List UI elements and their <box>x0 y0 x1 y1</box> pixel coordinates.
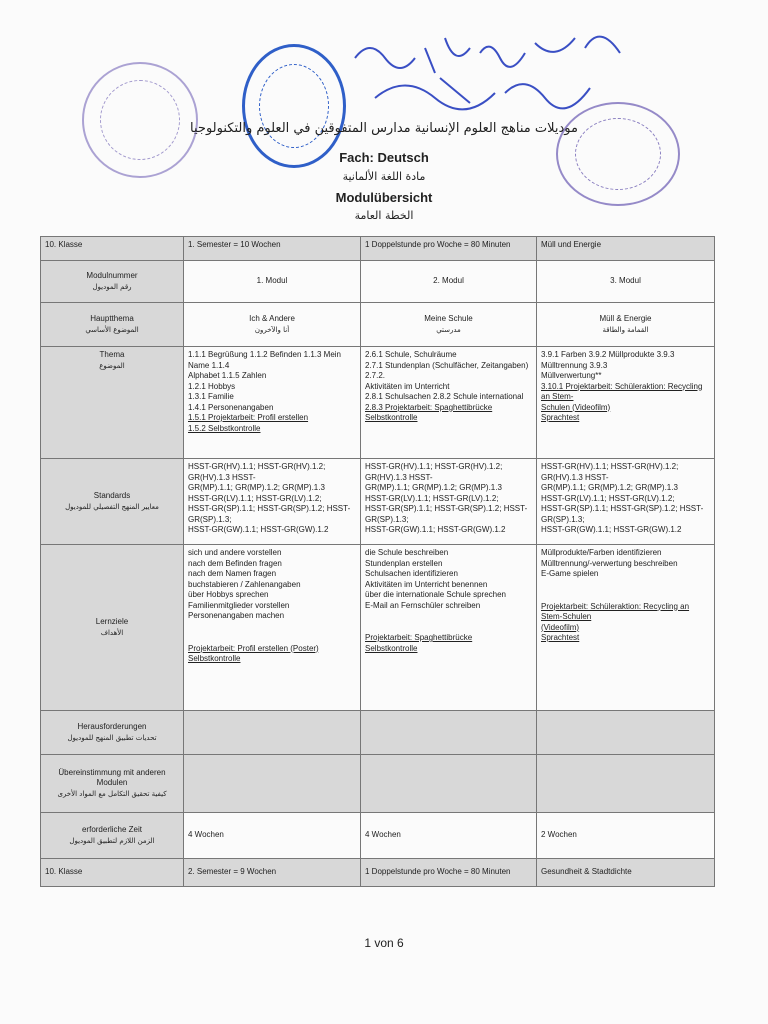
cell-line: Schulsachen identifizieren <box>365 569 458 578</box>
empty-cell <box>537 711 715 755</box>
empty-cell <box>537 755 715 813</box>
cell-line-underlined: Projektarbeit: Spaghettibrücke <box>365 633 473 642</box>
cell-line: Mülltrennung/-verwertung beschreiben <box>541 558 678 568</box>
cell-line: GR(MP).1.1; GR(MP).1.2; GR(MP).1.3 <box>188 483 325 492</box>
lesson-duration-cell: 1 Doppelstunde pro Woche = 80 Minuten <box>361 237 537 261</box>
empty-cell <box>184 755 361 813</box>
cell-line: E-Game spielen <box>541 569 599 578</box>
cell-line-underlined: Selbstkontrolle <box>365 643 418 653</box>
cell-line: HSST-GR(LV).1.1; HSST-GR(LV).1.2; <box>541 493 675 503</box>
semester-cell: 1. Semester = 10 Wochen <box>184 237 361 261</box>
overview-title-arabic: الخطة العامة <box>354 209 414 222</box>
standards-col3 <box>537 459 715 545</box>
cell-line: 2.6.1 Schule, Schulräume <box>365 350 457 359</box>
cell-line: sich und andere vorstellen <box>188 548 282 557</box>
cell-line: GR(MP).1.1; GR(MP).1.2; GR(MP).1.3 <box>541 483 678 492</box>
semester-row <box>41 237 715 261</box>
cell-line: über Hobbys sprechen <box>188 590 269 599</box>
cell-line-underlined: 1.5.2 Selbstkontrolle <box>188 423 261 433</box>
class-cell: 10. Klasse <box>41 237 184 261</box>
cell-line: Aktivitäten im Unterricht benennen <box>365 579 488 589</box>
cell-line: die Schule beschreiben <box>365 548 449 557</box>
subject-title: Fach: Deutsch <box>339 150 429 165</box>
row-label: Herausforderungen تحديات تطبيق المنهج للموديول <box>41 711 184 755</box>
row-label: erforderliche Zeit الزمن اللازم لتطبيق الموديول <box>41 813 184 859</box>
cell-line: 2.7.1 Stundenplan (Schulfächer, Zeitangaben) 2.7.2. <box>365 360 529 380</box>
cell-line: HSST-GR(LV).1.1; HSST-GR(LV).1.2; <box>188 493 322 503</box>
cell-line: HSST-GR(GW).1.1; HSST-GR(GW).1.2 <box>541 525 682 534</box>
arabic-header-title: موديلات مناهج العلوم الإنسانية مدارس المتفوقين في العلوم والتكنولوجيا <box>190 121 578 136</box>
cell-line: über die internationale Schule sprechen <box>365 590 506 599</box>
empty-cell <box>361 755 537 813</box>
main-topic: Meine Schule مدرستي <box>361 303 537 347</box>
cell-line: HSST-GR(LV).1.1; HSST-GR(LV).1.2; <box>365 493 499 503</box>
cell-line: nach dem Befinden fragen <box>188 558 282 568</box>
standards-row <box>41 459 715 545</box>
cell-line-underlined: Projektarbeit: Schüleraktion: Recycling an Stem-Schulen <box>541 601 690 621</box>
modulnummer-row <box>41 261 715 303</box>
cell-line: HSST-GR(SP).1.1; HSST-GR(SP).1.2; HSST-GR(SP).1.3; <box>365 504 528 524</box>
empty-cell <box>361 711 537 755</box>
cell-line-underlined: 2.8.3 Projektarbeit: Spaghettibrücke <box>365 402 493 412</box>
cell-line: 1.2.1 Hobbys <box>188 381 236 391</box>
herausforderungen-row <box>41 711 715 755</box>
semester2-row <box>41 859 715 887</box>
lesson-duration-cell: 1 Doppelstunde pro Woche = 80 Minuten <box>361 859 537 887</box>
cell-line-underlined: Selbstkontrolle <box>188 654 241 663</box>
cell-line: Alphabet 1.1.5 Zahlen <box>188 371 267 380</box>
cell-line: HSST-GR(HV).1.1; HSST-GR(HV).1.2; GR(HV).1.3 HSST- <box>365 462 503 482</box>
thema-col1 <box>184 347 361 459</box>
topic-cell: Müll und Energie <box>537 237 715 261</box>
thema-col3 <box>537 347 715 459</box>
module-number: 2. Modul <box>361 261 537 303</box>
cell-line: GR(MP).1.1; GR(MP).1.2; GR(MP).1.3 <box>365 483 502 492</box>
cell-line: nach dem Namen fragen <box>188 569 277 578</box>
uebereinstimmung-row <box>41 755 715 813</box>
cell-line: HSST-GR(SP).1.1; HSST-GR(SP).1.2; HSST-GR(SP).1.3; <box>188 504 351 524</box>
duration-cell: 2 Wochen <box>537 813 715 859</box>
cell-line: 1.3.1 Familie <box>188 392 234 401</box>
cell-line-underlined: (Videofilm) <box>541 622 580 632</box>
cell-line: 3.9.1 Farben 3.9.2 Müllprodukte 3.9.3 Mülltrennung 3.9.3 <box>541 350 675 370</box>
cell-line: 1.4.1 Personenangaben <box>188 402 274 412</box>
cell-line: E-Mail an Fernschüler schreiben <box>365 600 481 610</box>
cell-line: HSST-GR(HV).1.1; HSST-GR(HV).1.2; GR(HV).1.3 HSST- <box>541 462 679 482</box>
lernziele-col2 <box>361 545 537 711</box>
module-number: 1. Modul <box>184 261 361 303</box>
cell-line: Familienmitglieder vorstellen <box>188 600 290 610</box>
cell-line-underlined: Selbstkontrolle <box>365 413 418 422</box>
thema-row <box>41 347 715 459</box>
cell-line-underlined: Schulen (Videofilm) <box>541 402 611 412</box>
empty-cell <box>184 711 361 755</box>
cell-line-underlined: Projektarbeit: Profil erstellen (Poster) <box>188 643 319 653</box>
cell-line: HSST-GR(GW).1.1; HSST-GR(GW).1.2 <box>365 525 506 534</box>
lernziele-col3 <box>537 545 715 711</box>
duration-cell: 4 Wochen <box>361 813 537 859</box>
thema-col2 <box>361 347 537 459</box>
lernziele-row <box>41 545 715 711</box>
topic-cell: Gesundheit & Stadtdichte <box>537 859 715 887</box>
cell-line-underlined: Sprachtest <box>541 633 580 642</box>
cell-line: HSST-GR(HV).1.1; HSST-GR(HV).1.2; GR(HV).1.3 HSST- <box>188 462 326 482</box>
cell-line-underlined: 3.10.1 Projektarbeit: Schüleraktion: Recycling an Stem- <box>541 381 703 401</box>
standards-col1 <box>184 459 361 545</box>
standards-col2 <box>361 459 537 545</box>
handwritten-signature <box>345 18 635 118</box>
row-label: Lernziele الأهداف <box>41 545 184 711</box>
semester-cell: 2. Semester = 9 Wochen <box>184 859 361 887</box>
module-overview-table <box>40 236 715 887</box>
cell-line: 1.1.1 Begrüßung 1.1.2 Befinden 1.1.3 Mein Name 1.1.4 <box>188 350 341 370</box>
cell-line: buchstabieren / Zahlenangaben <box>188 579 301 589</box>
cell-line: HSST-GR(GW).1.1; HSST-GR(GW).1.2 <box>188 525 329 534</box>
hauptthema-row <box>41 303 715 347</box>
row-label: Übereinstimmung mit anderen Modulen كيفية تحقيق التكامل مع المواد الأخرى <box>41 755 184 813</box>
main-topic: Müll & Energie القمامة والطاقة <box>537 303 715 347</box>
main-topic: Ich & Andere أنا والآخرون <box>184 303 361 347</box>
cell-line: Personenangaben machen <box>188 611 285 620</box>
cell-line: Aktivitäten im Unterricht <box>365 381 450 391</box>
cell-line: Müllverwertung** <box>541 371 602 380</box>
cell-line: HSST-GR(SP).1.1; HSST-GR(SP).1.2; HSST-GR(SP).1.3; <box>541 504 704 524</box>
cell-line: Stundenplan erstellen <box>365 558 443 568</box>
overview-title: Modulübersicht <box>335 190 433 205</box>
zeit-row <box>41 813 715 859</box>
row-label: Thema الموضوع <box>41 347 184 459</box>
row-label: Modulnummer رقم الموديول <box>41 261 184 303</box>
row-label: Standards معايير المنهج التفصيلي للموديول <box>41 459 184 545</box>
lernziele-col1 <box>184 545 361 711</box>
cell-line: 2.8.1 Schulsachen 2.8.2 Schule international <box>365 392 524 401</box>
cell-line: Müllprodukte/Farben identifizieren <box>541 548 662 557</box>
cell-line-underlined: 1.5.1 Projektarbeit: Profil erstellen <box>188 413 309 422</box>
row-label: Hauptthema الموضوع الأساسي <box>41 303 184 347</box>
duration-cell: 4 Wochen <box>184 813 361 859</box>
subject-title-arabic: مادة اللغة الألمانية <box>342 170 426 183</box>
cell-line-underlined: Sprachtest <box>541 413 580 422</box>
class-cell: 10. Klasse <box>41 859 184 887</box>
page-number: 1 von 6 <box>364 936 404 950</box>
module-number: 3. Modul <box>537 261 715 303</box>
